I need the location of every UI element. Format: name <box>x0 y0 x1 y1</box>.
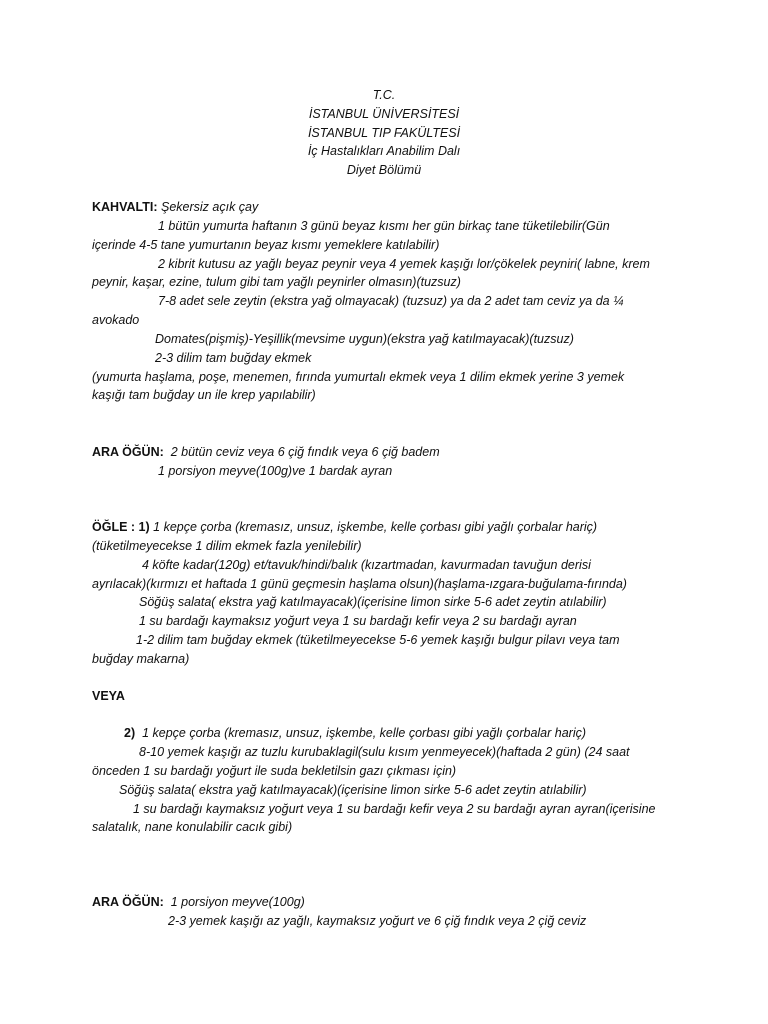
option2-text: 1 kepçe çorba (kremasız, unsuz, işkembe, kelle çorbası gibi yağlı çorbalar hariç) <box>142 726 587 740</box>
document-header <box>0 86 768 180</box>
header-line-faculty: İSTANBUL TIP FAKÜLTESİ <box>307 125 461 140</box>
option2-line-3: Söğüş salata( ekstra yağ katılmayacak)(içerisine limon sirke 5-6 adet zeytin atılabilir) <box>119 783 587 797</box>
ara-ogun-1-line-0 <box>92 443 440 462</box>
option2-line-2: önceden 1 su bardağı yoğurt ile suda bekletilsin gazı çıkması için) <box>92 764 457 778</box>
kahvalti-line-0 <box>92 198 258 217</box>
kahvalti-line-5: 7-8 adet sele zeytin (ekstra yağ olmayacak) (tuzsuz) ya da 2 adet tam ceviz ya da ¼ <box>158 294 624 308</box>
ogle-label: ÖĞLE : 1) <box>92 520 150 534</box>
kahvalti-line-3: 2 kibrit kutusu az yağlı beyaz peynir veya 4 yemek kaşığı lor/çökelek peyniri( labne, krem <box>158 257 650 271</box>
kahvalti-label: KAHVALTI: <box>92 200 158 214</box>
ogle-line-5: 1 su bardağı kaymaksız yoğurt veya 1 su bardağı kefir veya 2 su bardağı ayran <box>139 614 577 628</box>
header-line-department: İç Hastalıkları Anabilim Dalı <box>307 144 461 159</box>
option2-line-1: 8-10 yemek kaşığı az tuzlu kurubaklagil(sulu kısım yenmeyecek)(haftada 2 gün) (24 saat <box>139 745 630 759</box>
ogle-line-1: (tüketilmeyecekse 1 dilim ekmek fazla yenilebilir) <box>92 539 362 553</box>
ara-ogun-1-label: ARA ÖĞÜN: <box>92 445 164 459</box>
ogle-line-6: 1-2 dilim tam buğday ekmek (tüketilmeyecekse 5-6 yemek kaşığı bulgur pilavı veya tam <box>136 633 620 647</box>
kahvalti-line-4: peynir, kaşar, ezine, tulum gibi tam yağlı peynirler olmasın)(tuzsuz) <box>92 275 461 289</box>
ara-ogun-2-line-1: 2-3 yemek kaşığı az yağlı, kaymaksız yoğurt ve 6 çiğ fındık veya 2 çiğ ceviz <box>168 914 587 928</box>
kahvalti-line-9: (yumurta haşlama, poşe, menemen, fırında yumurtalı ekmek veya 1 dilim ekmek yerine 3 yemek <box>92 370 625 384</box>
ogle-line-4: Söğüş salata( ekstra yağ katılmayacak)(içerisine limon sirke 5-6 adet zeytin atılabilir) <box>139 595 607 609</box>
ogle-line-0 <box>92 518 597 537</box>
ara-ogun-1-text: 2 bütün ceviz veya 6 çiğ fındık veya 6 çiğ badem <box>170 445 440 459</box>
kahvalti-line-1: 1 bütün yumurta haftanın 3 günü beyaz kısmı her gün birkaç tane tüketilebilir(Gün <box>158 219 610 233</box>
veya-label: VEYA <box>92 689 125 703</box>
ogle-text: 1 kepçe çorba (kremasız, unsuz, işkembe, kelle çorbası gibi yağlı çorbalar hariç) <box>153 520 598 534</box>
ara-ogun-2-label: ARA ÖĞÜN: <box>92 895 164 909</box>
option2-line-0 <box>124 724 586 743</box>
option2-line-5: salatalık, nane konulabilir cacık gibi) <box>92 820 293 834</box>
header-line-university: İSTANBUL ÜNİVERSİTESİ <box>308 106 460 121</box>
kahvalti-line-8: 2-3 dilim tam buğday ekmek <box>155 351 312 365</box>
kahvalti-text: Şekersiz açık çay <box>160 200 259 214</box>
ara-ogun-2-text: 1 porsiyon meyve(100g) <box>170 895 305 909</box>
ara-ogun-2-line-0 <box>92 893 305 912</box>
ara-ogun-1-line-1: 1 porsiyon meyve(100g)ve 1 bardak ayran <box>158 464 393 478</box>
kahvalti-line-7: Domates(pişmiş)-Yeşillik(mevsime uygun)(ekstra yağ katılmayacak)(tuzsuz) <box>155 332 574 346</box>
ogle-line-2: 4 köfte kadar(120g) et/tavuk/hindi/balık (kızartmadan, kavurmadan tavuğun derisi <box>142 558 591 572</box>
kahvalti-line-10: kaşığı tam buğday un ile krep yapılabilir) <box>92 388 316 402</box>
kahvalti-line-2: içerinde 4-5 tane yumurtanın beyaz kısmı yemeklere katılabilir) <box>92 238 440 252</box>
ogle-line-3: ayrılacak)(kırmızı et haftada 1 günü geçmesin haşlama olsun)(haşlama-ızgara-buğulama-fırında) <box>92 577 627 591</box>
option2-label: 2) <box>124 726 136 740</box>
header-line-section: Diyet Bölümü <box>346 163 422 178</box>
ogle-line-7: buğday makarna) <box>92 652 190 666</box>
header-line-tc: T.C. <box>372 88 396 102</box>
kahvalti-line-6: avokado <box>92 313 140 327</box>
option2-line-4: 1 su bardağı kaymaksız yoğurt veya 1 su bardağı kefir veya 2 su bardağı ayran ayran(içerisine <box>133 802 656 816</box>
